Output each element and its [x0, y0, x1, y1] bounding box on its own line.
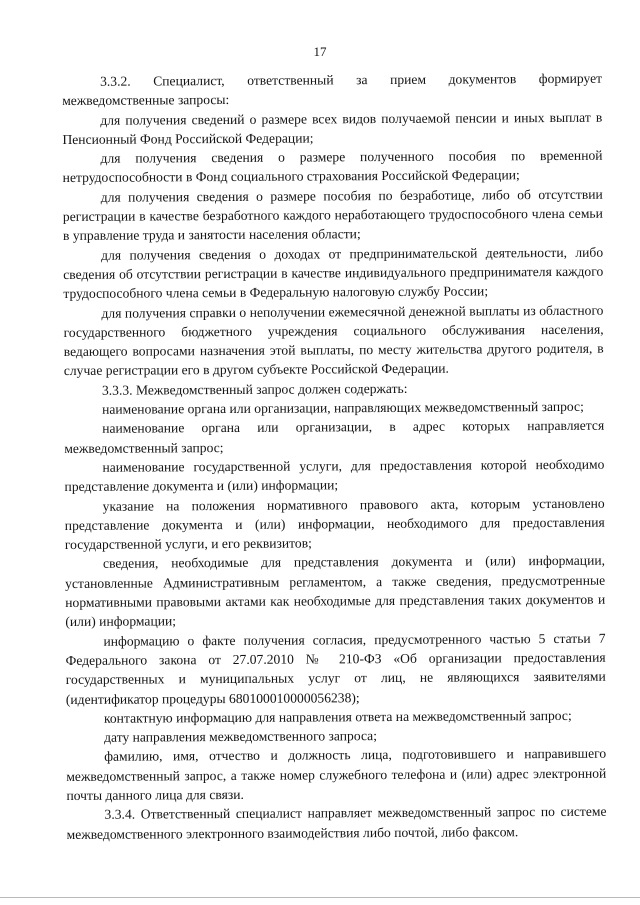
document-body: [62, 69, 607, 844]
list-item-responsible-person: фамилию, имя, отчество и должность лица, подготовившего и направившего межведомственный запрос, а также номер служебного телефона и (или) адрес электронной почты данного лица для связи.: [66, 746, 607, 803]
list-item-request-date: дату направления межведомственного запроса;: [104, 728, 377, 745]
list-item-legal-act: указание на положения нормативного правового акта, которым установлено представление документа и (или) информации, необходимого для предоставления государственной услуги, и его реквизитов;: [64, 495, 605, 553]
paragraph-monthly-payment-request: для получения справки о неполучении ежемесячной денежной выплаты из областного государственного бюджетного учреждения социального обслуживания населения, ведающего вопросами назначения этой выплаты, по месту жительства другого родителя, в случае регистрации его в другом субъекте Российской Федерации.: [63, 302, 604, 379]
list-item-consent-info: информацию о факте получения согласия, предусмотренного частью 5 статьи 7 Федерального закона от 27.07.2010 № 210-ФЗ «Об организации предоставления государственных и муниципальных услуг от лиц, не являющихся заявителями (идентификатор процедуры 680100010000056238);: [65, 630, 606, 707]
paragraph-3-3-2: 3.3.2. Специалист, ответственный за прием документов формирует межведомственные запросы:: [62, 70, 603, 109]
list-item-required-info: сведения, необходимые для представления документа и (или) информации, установленные Административным регламентом, а также сведения, предусмотренные нормативными правовыми актами как необходимые для представления таких документов и (или) информации;: [65, 553, 606, 630]
paragraph-unemployment-request: для получения сведения о размере пособия по безработице, либо об отсутствии регистрации в качестве безработного каждого неработающего трудоспособного члена семьи в управление труда и занятости населения области;: [62, 186, 603, 244]
paragraph-3-3-3: 3.3.3. Межведомственный запрос должен содержать:: [101, 380, 408, 398]
list-item-sender-organ: наименование органа или организации, направляющих межведомственный запрос;: [102, 398, 584, 417]
list-item-recipient-organ: наименование органа или организации, в адрес которых направляется межведомственный запрос;: [64, 418, 605, 456]
paragraph-pension-request: для получения сведений о размере всех видов получаемой пенсии и иных выплат в Пенсионный Фонд Российской Федерации;: [62, 109, 603, 147]
scan-edge-line: [0, 897, 640, 898]
list-item-contact-info: контактную информацию для направления ответа на межведомственный запрос;: [103, 707, 572, 726]
list-item-service-name: наименование государственной услуги, для предоставления которой необходимо представление документа и (или) информации;: [64, 456, 605, 495]
paragraph-3-3-4: 3.3.4. Ответственный специалист направляет межведомственный запрос по системе межведомственного электронного взаимодействия либо почтой, либо факсом.: [66, 803, 607, 842]
page-number: 17: [313, 44, 327, 59]
paragraph-sick-benefit-request: для получения сведения о размере полученного пособия по временной нетрудоспособности в Фонд социального страхования Российской Федерации;: [62, 147, 603, 186]
paragraph-business-income-request: для получения сведения о доходах от предпринимательской деятельности, либо сведения об отсутствии регистрации в качестве индивидуального предпринимателя каждого трудоспособного члена семьи в Федеральную налоговую службу России;: [63, 244, 604, 302]
